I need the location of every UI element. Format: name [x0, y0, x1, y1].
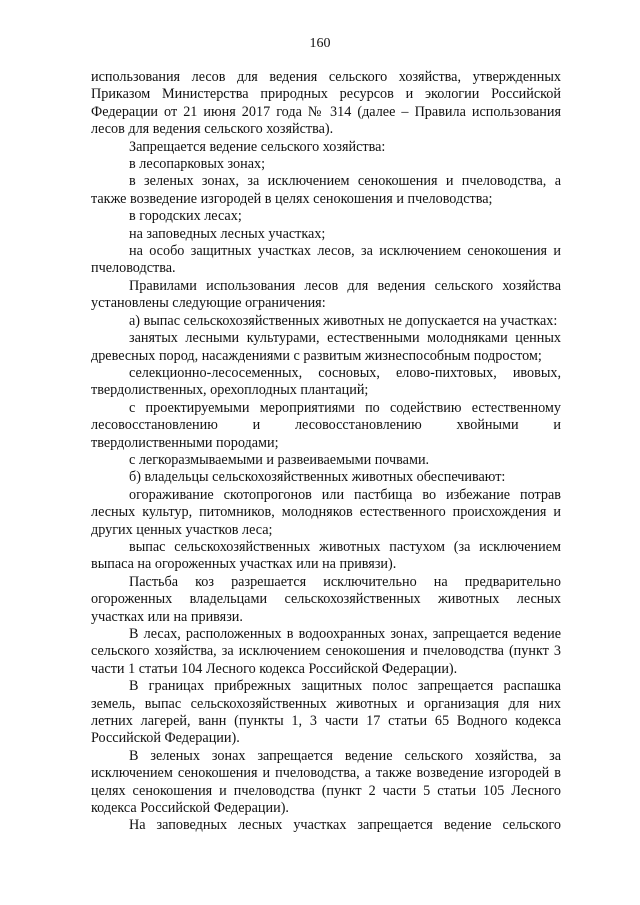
paragraph-water-protection: В лесах, расположенных в водоохранных зонах, запрещается ведение сельского хозяйства, за исключением сенокошения и пчеловодства (пункт 3 части 1 статьи 104 Лесного кодекса Российской Федерации).	[91, 626, 561, 677]
list-item-forest-cultures: занятых лесными культурами, естественными молодняками ценных древесных пород, насаждениями с развитым жизнеспособным подростом;	[91, 330, 561, 364]
list-item-plantations: селекционно-лесосеменных, сосновых, елово-пихтовых, ивовых, твердолиственных, орехоплодных плантаций;	[91, 364, 561, 399]
paragraph-goats: Пастьба коз разрешается исключительно на предварительно огороженных владельцами сельскохозяйственных животных лесных участках или на привязи.	[91, 573, 561, 625]
body-text	[91, 69, 561, 835]
list-item-shepherd: выпас сельскохозяйственных животных пастухом (за исключением выпаса на огороженных участках или на привязи).	[91, 538, 561, 573]
paragraph-coastal-strips: В границах прибрежных защитных полос запрещается распашка земель, выпас сельскохозяйственных животных и организация для них летних лагерей, ванн (пункты 1, 3 части 17 статьи 65 Водного кодекса Российской Федерации).	[91, 678, 561, 747]
list-item-fencing: огораживание скотопрогонов или пастбища во избежание потрав лесных культур, питомников, молодняков естественного происхождения и других ценных участков леса;	[91, 486, 561, 538]
paragraph-green-zones: В зеленых зонах запрещается ведение сельского хозяйства, за исключением сенокошения и пчеловодства, а также возведение изгородей в целях сенокошения и пчеловодства (пункт 2 части 5 статьи 105 Лесного кодекса Российской Федерации).	[91, 747, 561, 817]
list-item-erodible-soils: с легкоразмываемыми и развеиваемыми почвами.	[129, 451, 430, 468]
paragraph-continuation: использования лесов для ведения сельского хозяйства, утвержденных Приказом Министерства природных ресурсов и экологии Российской Федерации от 21 июня 2017 года № 314 (далее – Правила использования лесов для ведения сельского хозяйства).	[91, 69, 561, 138]
paragraph-restrictions-intro: Правилами использования лесов для ведения сельского хозяйства установлены следующие ограничения:	[91, 277, 561, 312]
list-item-urban-forests: в городских лесах;	[129, 208, 242, 225]
list-item-reforestation: с проектируемыми мероприятиями по содействию естественному лесовосстановлению и лесовосстановлению хвойными и твердолиственными породами;	[91, 399, 561, 451]
list-item-reserved-plots: на заповедных лесных участках;	[129, 225, 326, 242]
clause-a-grazing: а) выпас сельскохозяйственных животных не допускается на участках:	[129, 312, 558, 329]
clause-b-owners: б) владельцы сельскохозяйственных животных обеспечивают:	[129, 469, 506, 486]
list-item-protective-plots: на особо защитных участках лесов, за исключением сенокошения и пчеловодства.	[91, 243, 561, 277]
page-number: 160	[309, 36, 331, 51]
list-item-forest-park-zones: в лесопарковых зонах;	[129, 156, 266, 173]
paragraph-reserved-plots: На заповедных лесных участках запрещается ведение сельского	[129, 817, 561, 834]
paragraph-prohibition-intro: Запрещается ведение сельского хозяйства:	[129, 138, 386, 155]
list-item-green-zones: в зеленых зонах, за исключением сенокошения и пчеловодства, а также возведение изгородей в целях сенокошения и пчеловодства;	[91, 173, 561, 207]
